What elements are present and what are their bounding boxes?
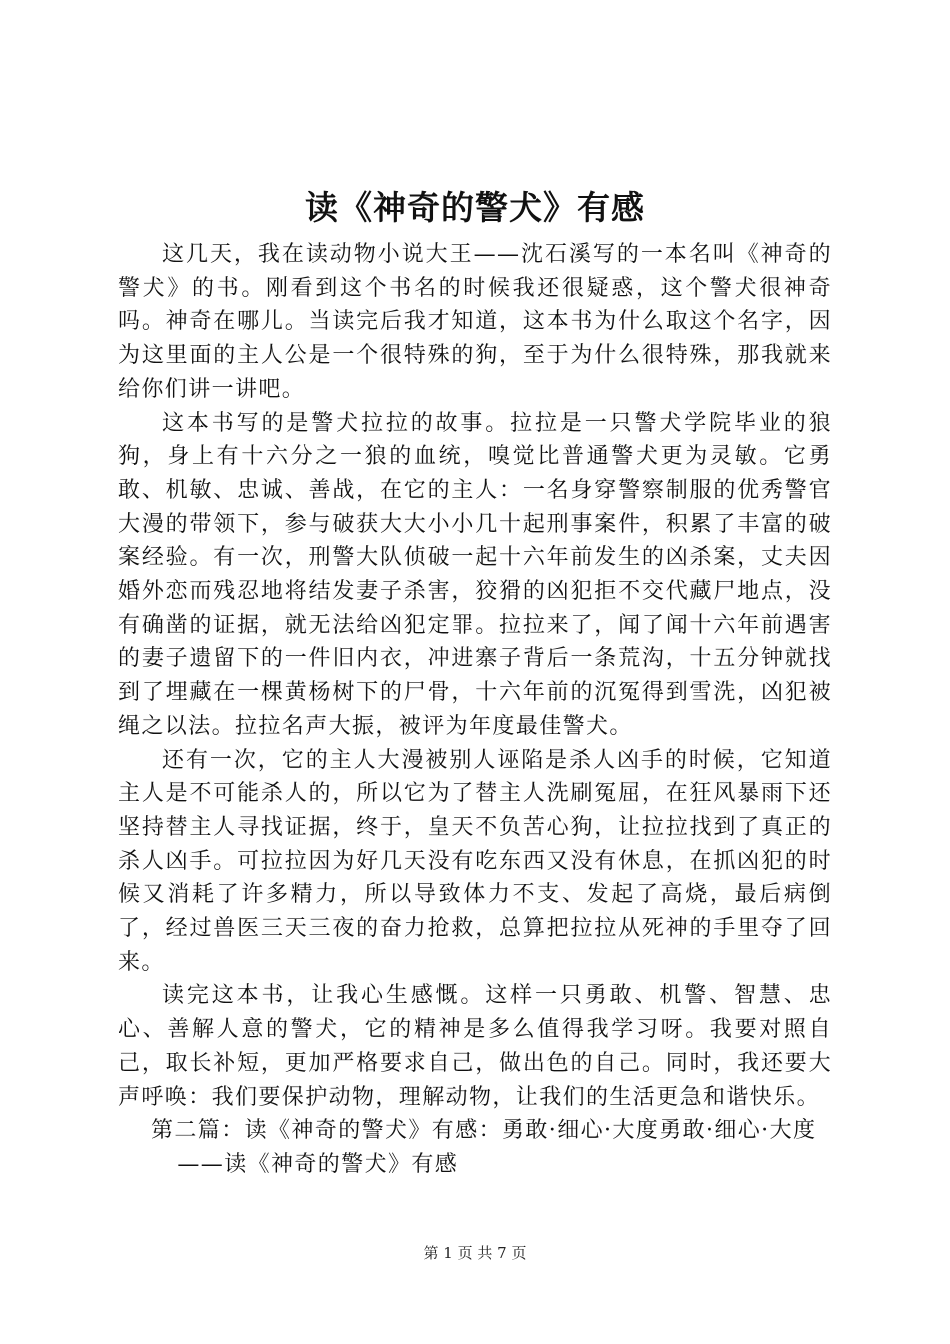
document-body [118, 238, 832, 1182]
document-title: 读《神奇的警犬》有感 [305, 188, 645, 227]
paragraph-2: 这本书写的是警犬拉拉的故事。拉拉是一只警犬学院毕业的狼狗，身上有十六分之一狼的血统，嗅觉比普通警犬更为灵敏。它勇敢、机敏、忠诚、善战，在它的主人：一名身穿警察制服的优秀警官大漫的带领下，参与破获大大小小几十起刑事案件，积累了丰富的破案经验。有一次，刑警大队侦破一起十六年前发生的凶杀案，丈夫因婚外恋而残忍地将结发妻子杀害，狡猾的凶犯拒不交代藏尸地点，没有确凿的证据，就无法给凶犯定罪。拉拉来了，闻了闻十六年前遇害的妻子遗留下的一件旧内衣，冲进寨子背后一条荒沟，十五分钟就找到了埋藏在一棵黄杨树下的尸骨，十六年前的沉冤得到雪洗，凶犯被绳之以法。拉拉名声大振，被评为年度最佳警犬。 [118, 410, 832, 739]
paragraph-3: 还有一次，它的主人大漫被别人诬陷是杀人凶手的时候，它知道主人是不可能杀人的，所以它为了替主人洗刷冤屈，在狂风暴雨下还坚持替主人寻找证据，终于，皇天不负苦心狗，让拉拉找到了真正的杀人凶手。可拉拉因为好几天没有吃东西又没有休息，在抓凶犯的时候又消耗了许多精力，所以导致体力不支、发起了高烧，最后病倒了，经过兽医三天三夜的奋力抢救，总算把拉拉从死神的手里夺了回来。 [118, 747, 832, 975]
paragraph-4: 读完这本书，让我心生感慨。这样一只勇敢、机警、智慧、忠心、善解人意的警犬，它的精神是多么值得我学习呀。我要对照自己，取长补短，更加严格要求自己，做出色的自己。同时，我还要大声呼唤：我们要保护动物，理解动物，让我们的生活更急和谐快乐。 [118, 983, 832, 1110]
second-article-heading: 第二篇：读《神奇的警犬》有感：勇敢·细心·大度勇敢·细心·大度 [151, 1118, 817, 1144]
second-article-subtitle: ——读《神奇的警犬》有感 [177, 1151, 459, 1177]
page-number-footer: 第 1 页 共 7 页 [423, 1244, 527, 1262]
paragraph-1: 这几天，我在读动物小说大王——沈石溪写的一本名叫《神奇的警犬》的书。刚看到这个书名的时候我还很疑惑，这个警犬很神奇吗。神奇在哪儿。当读完后我才知道，这本书为什么取这个名字，因为这里面的主人公是一个很特殊的狗，至于为什么很特殊，那我就来给你们讲一讲吧。 [118, 242, 832, 402]
